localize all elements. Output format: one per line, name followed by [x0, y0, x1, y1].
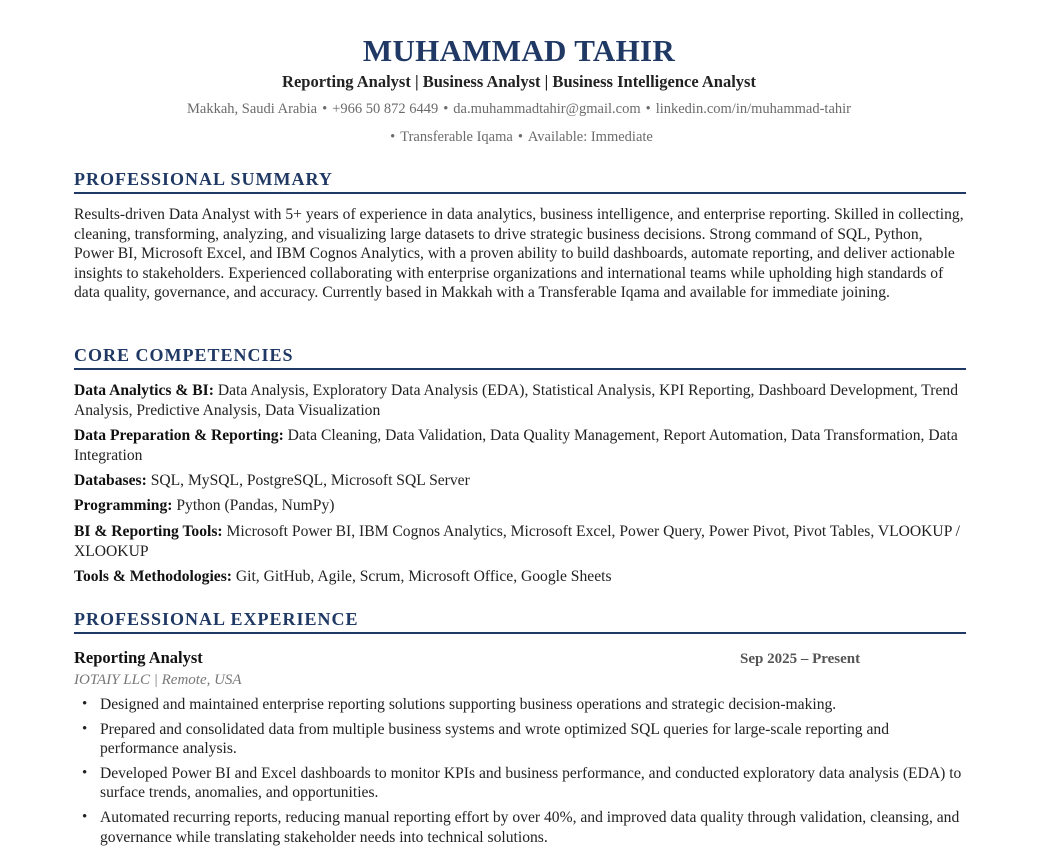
availability-text: Available: Immediate [527, 129, 653, 145]
bullet-dot-icon: • [82, 808, 88, 825]
competency-label: Data Preparation & Reporting: [74, 427, 284, 444]
separator-dot: • [443, 101, 449, 117]
separator-dot: • [645, 101, 651, 117]
competency-item [74, 381, 966, 420]
separator-dot: • [517, 129, 523, 145]
job-bullet [74, 764, 966, 803]
job-bullet-text: Automated recurring reports, reducing manual reporting effort by over 40%, and improved data quality through validation, cleansing, and governance while translating stakeholder needs into technical solutions. [100, 808, 960, 846]
iqama-text: Transferable Iqama [400, 129, 513, 145]
competency-label: Databases: [74, 472, 147, 489]
competency-label: Programming: [74, 497, 173, 514]
competency-label: Data Analytics & BI: [74, 382, 214, 399]
job-dates: Sep 2025 – Present [740, 651, 861, 667]
bullet-dot-icon: • [82, 696, 88, 712]
competency-value: Git, GitHub, Agile, Scrum, Microsoft Office, Google Sheets [235, 568, 612, 585]
competency-item [74, 567, 966, 587]
section-title-summary: PROFESSIONAL SUMMARY [74, 168, 966, 194]
linkedin-link[interactable]: linkedin.com/in/muhammad-tahir [655, 101, 851, 117]
job-bullet-text: Prepared and consolidated data from multiple business systems and wrote optimized SQL queries for large-scale reporting and performance analysis. [100, 720, 889, 758]
contact-line-1 [0, 100, 1038, 118]
summary-text: Results-driven Data Analyst with 5+ years of experience in data analytics, business intelligence, and enterprise reporting. Skilled in collecting, cleaning, transforming, analyzing, and visualizing large datasets to drive strategic business decisions. Strong command of SQL, Python, Power BI, Microsoft Excel, and IBM Cognos Analytics, with a proven ability to build dashboards, automate reporting, and deliver actionable insights to stakeholders. Experienced collaborating with enterprise organizations and international teams while upholding high standards of data quality, governance, and accuracy. Currently based in Makkah with a Transferable Iqama and available for immediate joining. [74, 206, 964, 302]
job-bullet [74, 720, 966, 759]
separator-dot: • [390, 129, 396, 145]
job-company: IOTAIY LLC | Remote, USA [74, 672, 242, 688]
section-title-competencies: CORE COMPETENCIES [74, 344, 966, 370]
competency-item [74, 471, 966, 491]
competency-label: BI & Reporting Tools: [74, 523, 223, 540]
candidate-tagline: Reporting Analyst | Business Analyst | Business Intelligence Analyst [282, 72, 756, 91]
competency-value: SQL, MySQL, PostgreSQL, Microsoft SQL Server [150, 472, 470, 489]
competency-value: Data Cleaning, Data Validation, Data Quality Management, Report Automation, Data Transformation, Data Integration [74, 427, 958, 464]
competency-value: Data Analysis, Exploratory Data Analysis (EDA), Statistical Analysis, KPI Reporting, Dashboard Development, Trend Analysis, Predictive Analysis, Data Visualization [74, 382, 958, 419]
bullet-dot-icon: • [82, 720, 88, 737]
section-title-experience: PROFESSIONAL EXPERIENCE [74, 608, 966, 634]
bullet-dot-icon: • [82, 764, 88, 781]
separator-dot: • [322, 101, 328, 117]
job-title: Reporting Analyst [74, 648, 203, 667]
competency-item [74, 496, 966, 516]
competency-value: Python (Pandas, NumPy) [176, 497, 335, 514]
phone-text: +966 50 872 6449 [332, 101, 439, 117]
competency-item [74, 522, 966, 561]
job-bullet-text: Designed and maintained enterprise reporting solutions supporting business operations and strategic decision-making. [100, 696, 837, 713]
job-bullet-text: Developed Power BI and Excel dashboards to monitor KPIs and business performance, and conducted exploratory data analysis (EDA) to surface trends, anomalies, and opportunities. [100, 764, 962, 802]
candidate-name: MUHAMMAD TAHIR [362, 33, 676, 68]
job-bullet [74, 808, 966, 847]
job-bullet [74, 695, 966, 715]
competency-value: Microsoft Power BI, IBM Cognos Analytics, Microsoft Excel, Power Query, Power Pivot, Pivot Tables, VLOOKUP / XLOOKUP [74, 523, 961, 560]
competency-item [74, 426, 966, 465]
job-bullet-list [74, 695, 966, 852]
email-link[interactable]: da.muhammadtahir@gmail.com [453, 101, 641, 117]
location-text: Makkah, Saudi Arabia [187, 101, 318, 117]
contact-line-2 [0, 128, 1038, 146]
competency-label: Tools & Methodologies: [74, 568, 232, 585]
